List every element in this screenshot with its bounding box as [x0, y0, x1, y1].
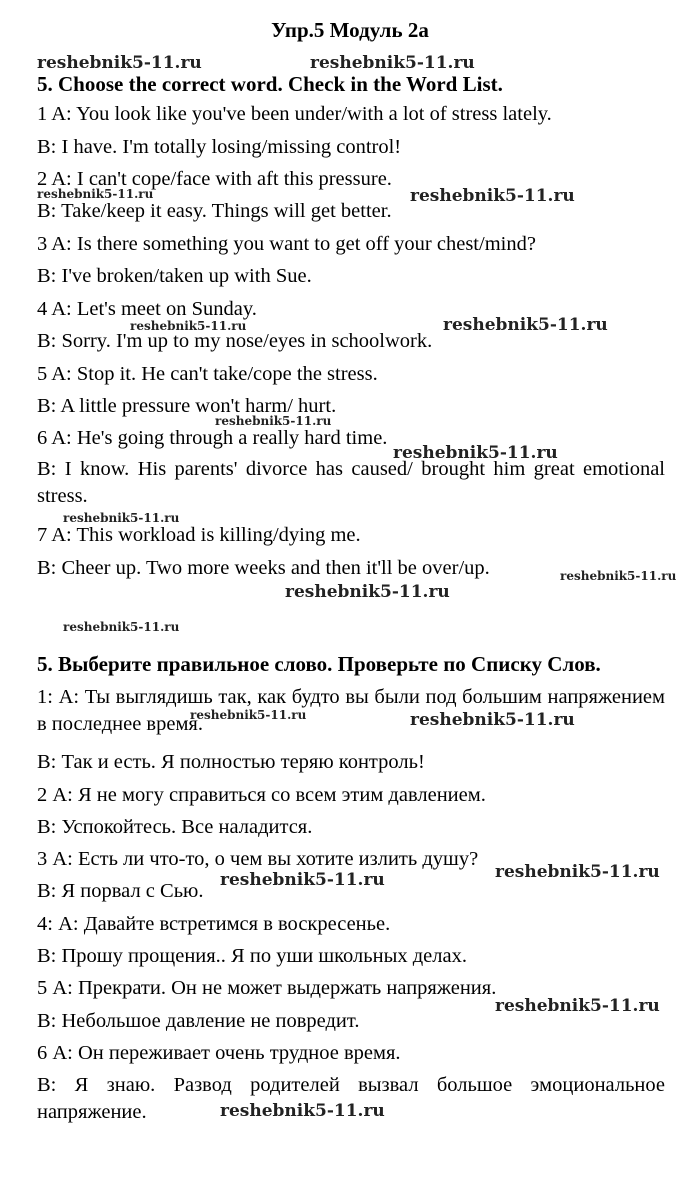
russian-line-12: В: Я знаю. Развод родителей вызвал большое эмоциональное напряжение.: [37, 1074, 665, 1123]
english-line-9: 5 A: Stop it. He can't take/cope the stress.: [37, 363, 378, 385]
english-line-14: B: Cheer up. Two more weeks and then it'll be over/up.: [37, 557, 490, 579]
english-line-7: 4 A: Let's meet on Sunday.: [37, 298, 257, 320]
watermark: reshebnik5-11.ru: [215, 414, 332, 428]
russian-line-6: В: Я порвал с Сью.: [37, 880, 204, 902]
watermark: reshebnik5-11.ru: [443, 315, 608, 335]
english-line-4: B: Take/keep it easy. Things will get better.: [37, 200, 392, 222]
watermark: reshebnik5-11.ru: [220, 1101, 385, 1121]
english-line-1: 1 A: You look like you've been under/with a lot of stress lately.: [37, 103, 552, 125]
english-line-13: 7 A: This workload is killing/dying me.: [37, 524, 361, 546]
watermark: reshebnik5-11.ru: [37, 187, 154, 201]
watermark: reshebnik5-11.ru: [130, 319, 247, 333]
russian-line-4: В: Успокойтесь. Все наладится.: [37, 816, 313, 838]
english-line-10: B: A little pressure won't harm/ hurt.: [37, 395, 337, 417]
russian-heading: 5. Выберите правильное слово. Проверьте по Списку Слов.: [37, 652, 601, 676]
watermark: reshebnik5-11.ru: [393, 443, 558, 463]
english-line-6: B: I've broken/taken up with Sue.: [37, 265, 312, 287]
watermark: reshebnik5-11.ru: [190, 708, 307, 722]
russian-line-7: 4: А: Давайте встретимся в воскресенье.: [37, 913, 391, 935]
english-line-12: B: I know. His parents' divorce has caused/ brought him great emotional stress.: [37, 458, 665, 507]
watermark: reshebnik5-11.ru: [37, 53, 202, 73]
watermark: reshebnik5-11.ru: [285, 582, 450, 602]
russian-line-2: В: Так и есть. Я полностью теряю контроль!: [37, 751, 425, 773]
english-line-8: B: Sorry. I'm up to my nose/eyes in schoolwork.: [37, 330, 433, 352]
watermark: reshebnik5-11.ru: [410, 186, 575, 206]
russian-line-10: В: Небольшое давление не повредит.: [37, 1010, 360, 1032]
watermark: reshebnik5-11.ru: [495, 862, 660, 882]
watermark: reshebnik5-11.ru: [310, 53, 475, 73]
russian-line-11: 6 А: Он переживает очень трудное время.: [37, 1042, 401, 1064]
english-heading: 5. Choose the correct word. Check in the Word List.: [37, 72, 503, 96]
russian-line-5: 3 А: Есть ли что-то, о чем вы хотите излить душу?: [37, 848, 479, 870]
english-line-2: B: I have. I'm totally losing/missing control!: [37, 136, 402, 158]
english-line-5: 3 A: Is there something you want to get off your chest/mind?: [37, 233, 536, 255]
watermark: reshebnik5-11.ru: [63, 620, 180, 634]
watermark: reshebnik5-11.ru: [220, 870, 385, 890]
russian-line-9: 5 А: Прекрати. Он не может выдержать напряжения.: [37, 977, 497, 999]
english-line-3: 2 A: I can't cope/face with aft this pressure.: [37, 168, 392, 190]
watermark: reshebnik5-11.ru: [495, 996, 660, 1016]
page-title: Упр.5 Модуль 2а: [271, 18, 429, 42]
english-line-11: 6 A: He's going through a really hard time.: [37, 427, 388, 449]
watermark: reshebnik5-11.ru: [410, 710, 575, 730]
russian-line-1: 1: А: Ты выглядишь так, как будто вы были под большим напряжением в последнее время.: [37, 686, 665, 735]
watermark: reshebnik5-11.ru: [63, 511, 180, 525]
russian-line-8: В: Прошу прощения.. Я по уши школьных делах.: [37, 945, 467, 967]
watermark: reshebnik5-11.ru: [560, 569, 677, 583]
russian-line-3: 2 А: Я не могу справиться со всем этим давлением.: [37, 784, 486, 806]
